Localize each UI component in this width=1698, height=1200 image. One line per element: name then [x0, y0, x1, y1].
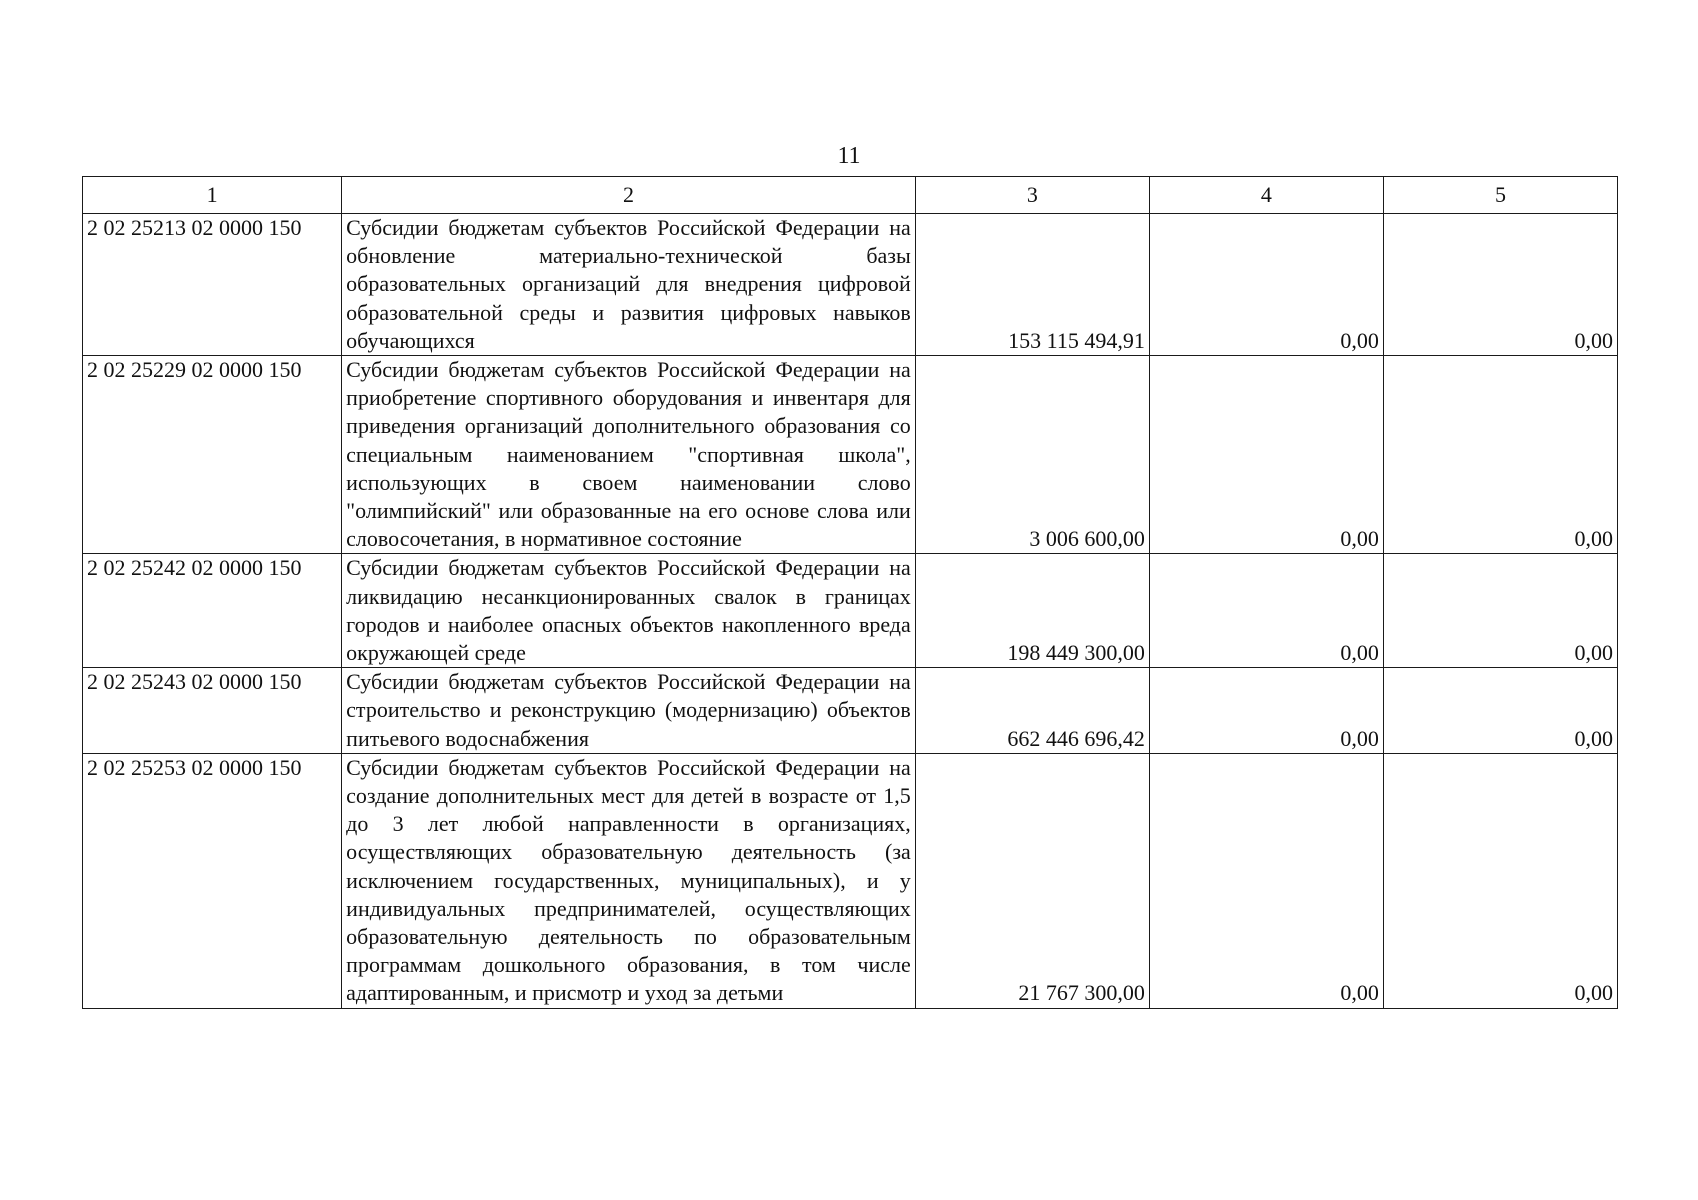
- header-row: [83, 177, 1618, 214]
- header-col-1: 1: [83, 177, 342, 214]
- row-description: [342, 554, 916, 668]
- row-description: [342, 753, 916, 1008]
- amount-col-4: 0,00: [1149, 753, 1383, 1008]
- amount-col-3: 198 449 300,00: [915, 554, 1149, 668]
- budget-table: [82, 176, 1618, 1009]
- row-description-text: Субсидии бюджетам субъектов Российской Федерации на приобретение спортивного оборудования и инвентаря для приведения организаций дополнительного образования со специальным наименованием "спортивная школа", использующих в своем наименовании слово "олимпийский" или образованные на его основе слова или словосочетания, в нормативное состояние: [346, 357, 911, 552]
- page-number: 11: [837, 143, 861, 169]
- budget-code: 2 02 25253 02 0000 150: [83, 753, 342, 1008]
- amount-col-4: 0,00: [1149, 554, 1383, 668]
- amount-col-3: 3 006 600,00: [915, 356, 1149, 554]
- table-body: [83, 214, 1618, 1009]
- amount-col-3: 21 767 300,00: [915, 753, 1149, 1008]
- amount-col-3: 662 446 696,42: [915, 668, 1149, 754]
- amount-col-5: 0,00: [1383, 554, 1617, 668]
- amount-col-3: 153 115 494,91: [915, 214, 1149, 356]
- amount-col-5: 0,00: [1383, 753, 1617, 1008]
- amount-col-4: 0,00: [1149, 214, 1383, 356]
- row-description-text: Субсидии бюджетам субъектов Российской Федерации на строительство и реконструкцию (модернизацию) объектов питьевого водоснабжения: [346, 669, 911, 751]
- amount-col-5: 0,00: [1383, 214, 1617, 356]
- header-col-4: 4: [1149, 177, 1383, 214]
- row-description: [342, 668, 916, 754]
- header-col-3: 3: [915, 177, 1149, 214]
- row-description-text: Субсидии бюджетам субъектов Российской Федерации на создание дополнительных мест для детей в возрасте от 1,5 до 3 лет любой направленности в организациях, осуществляющих образовательную деятельность (за исключением государственных, муниципальных), и у индивидуальных предпринимателей, осуществляющих образовательную деятельность по образовательным программам дошкольного образования, в том числе адаптированным, и присмотр и уход за детьми: [346, 754, 911, 1006]
- table-row: [83, 356, 1618, 554]
- budget-code: 2 02 25229 02 0000 150: [83, 356, 342, 554]
- budget-code: 2 02 25213 02 0000 150: [83, 214, 342, 356]
- amount-col-5: 0,00: [1383, 668, 1617, 754]
- table-row: [83, 668, 1618, 754]
- table-header: [83, 177, 1618, 214]
- header-col-5: 5: [1383, 177, 1617, 214]
- budget-code: 2 02 25242 02 0000 150: [83, 554, 342, 668]
- row-description-text: Субсидии бюджетам субъектов Российской Федерации на ликвидацию несанкционированных свалок в границах городов и наиболее опасных объектов накопленного вреда окружающей среде: [346, 555, 911, 666]
- table-row: [83, 753, 1618, 1008]
- table-row: [83, 214, 1618, 356]
- table-row: [83, 554, 1618, 668]
- amount-col-4: 0,00: [1149, 356, 1383, 554]
- row-description-text: Субсидии бюджетам субъектов Российской Федерации на обновление материально-технической базы образовательных организаций для внедрения цифровой образовательной среды и развития цифровых навыков обучающихся: [346, 215, 911, 353]
- header-col-2: 2: [342, 177, 916, 214]
- amount-col-4: 0,00: [1149, 668, 1383, 754]
- row-description: [342, 214, 916, 356]
- amount-col-5: 0,00: [1383, 356, 1617, 554]
- row-description: [342, 356, 916, 554]
- budget-code: 2 02 25243 02 0000 150: [83, 668, 342, 754]
